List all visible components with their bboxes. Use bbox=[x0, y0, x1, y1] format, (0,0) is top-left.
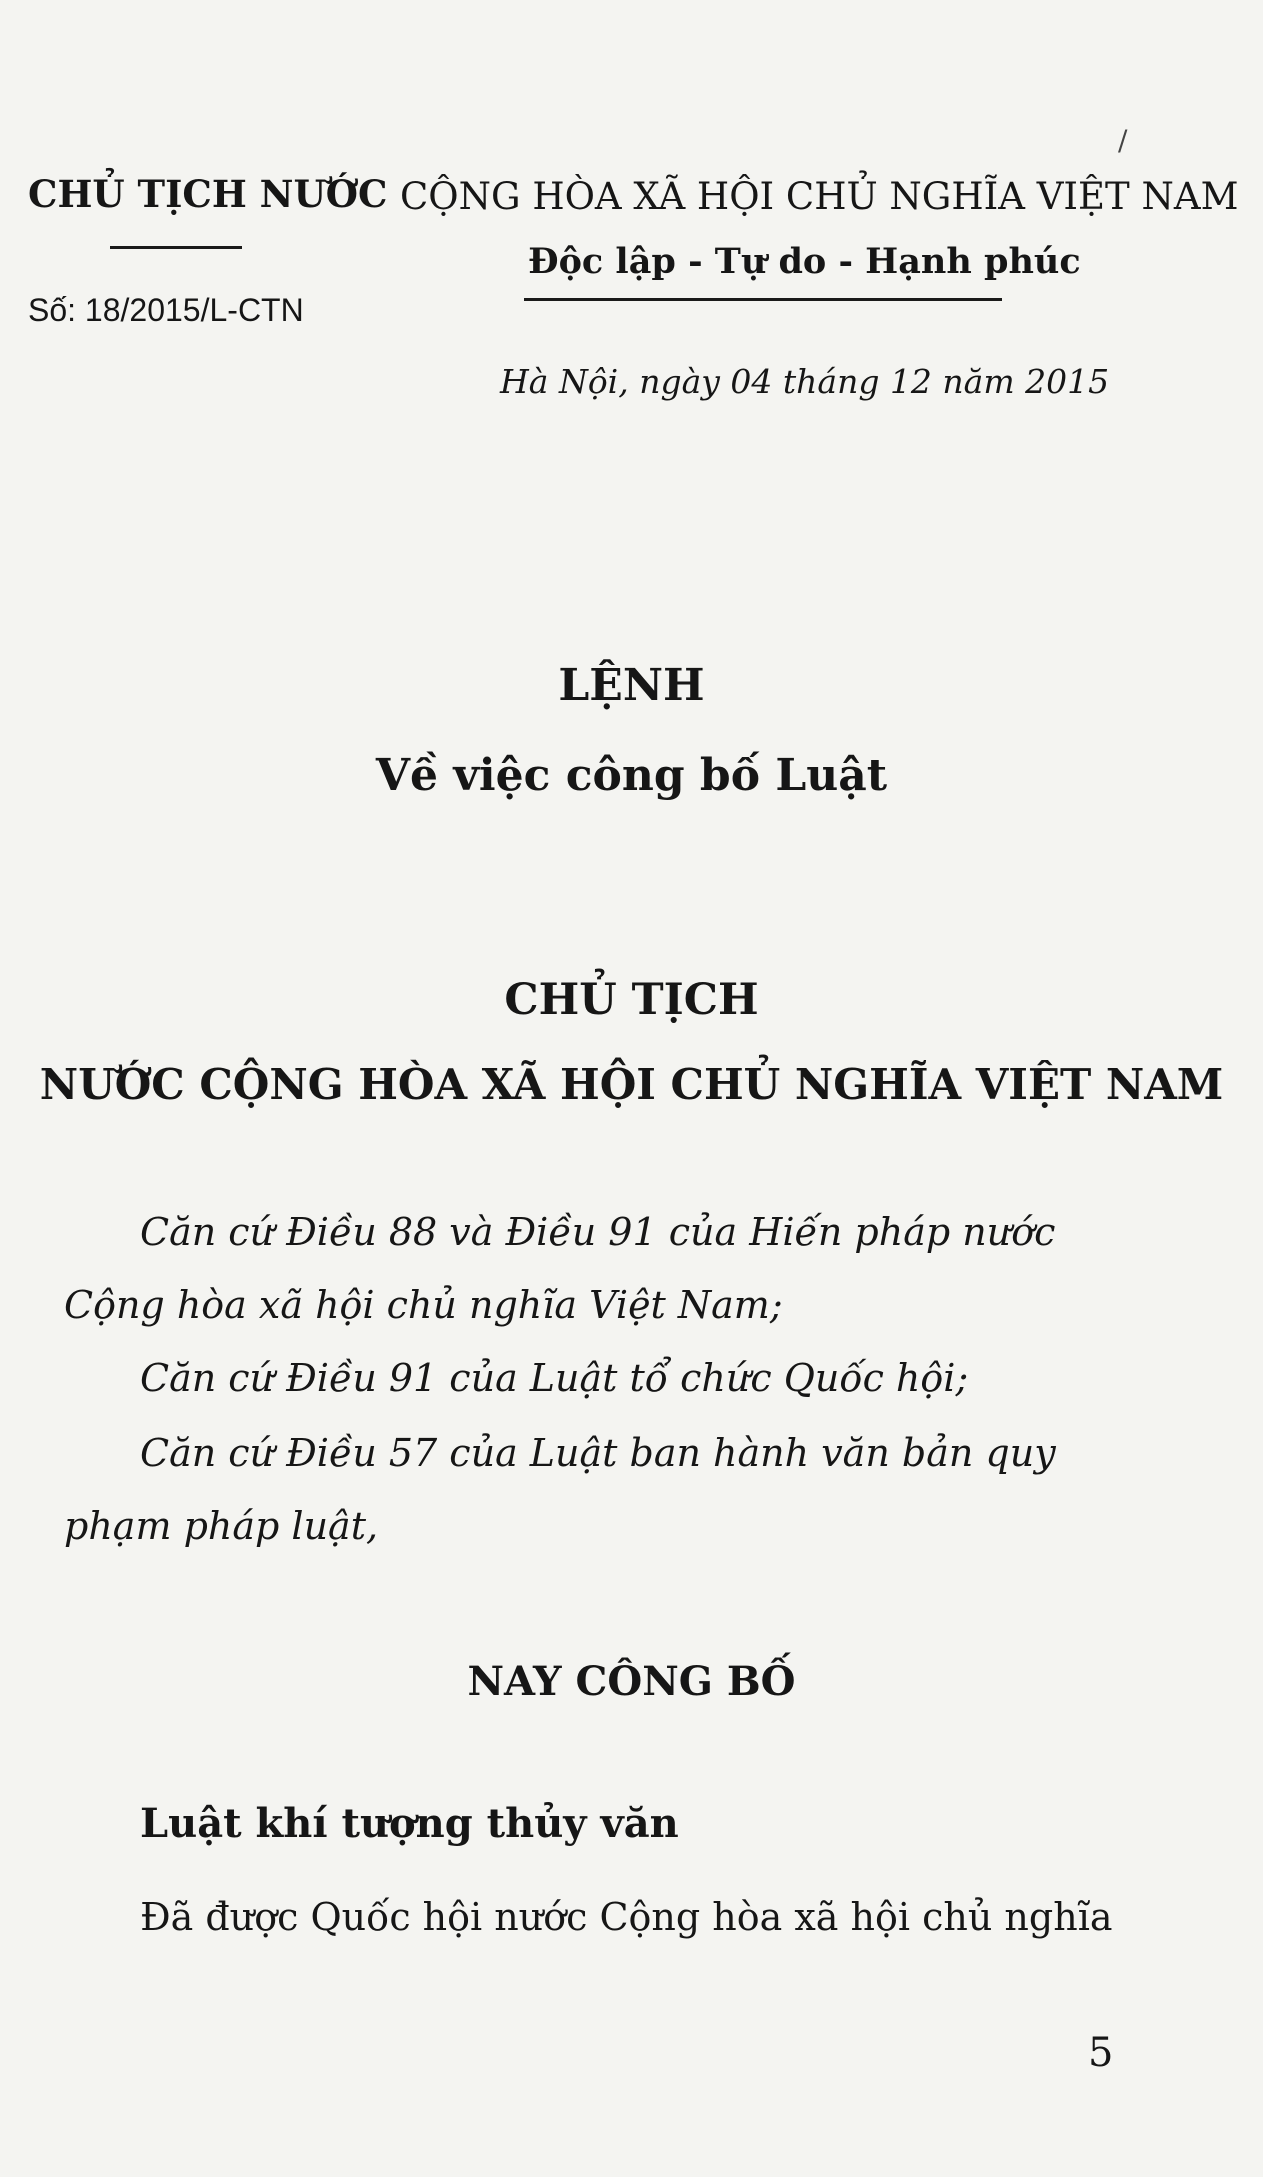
country-name-header: CỘNG HÒA XÃ HỘI CHỦ NGHĨA VIỆT NAM bbox=[400, 175, 1239, 218]
document-number: Số: 18/2015/L-CTN bbox=[28, 292, 304, 328]
preamble-line: Căn cứ Điều 91 của Luật tổ chức Quốc hội; bbox=[140, 1356, 969, 1400]
preamble-line: Cộng hòa xã hội chủ nghĩa Việt Nam; bbox=[64, 1283, 783, 1327]
issue-date: Hà Nội, ngày 04 tháng 12 năm 2015 bbox=[500, 362, 1110, 401]
motto-underline bbox=[524, 298, 1002, 301]
authority-underline bbox=[110, 246, 242, 249]
margin-mark: / bbox=[1118, 124, 1128, 157]
announce-heading: NAY CÔNG BỐ bbox=[467, 1658, 796, 1705]
preamble-line: Căn cứ Điều 88 và Điều 91 của Hiến pháp nước bbox=[140, 1210, 1056, 1254]
issuing-authority: CHỦ TỊCH NƯỚC bbox=[28, 172, 388, 216]
national-motto: Độc lập - Tự do - Hạnh phúc bbox=[528, 241, 1081, 282]
passed-statement: Đã được Quốc hội nước Cộng hòa xã hội chủ nghĩa bbox=[140, 1895, 1113, 1939]
document-title: LỆNH bbox=[558, 660, 705, 711]
issuer-country: NƯỚC CỘNG HÒA XÃ HỘI CHỦ NGHĨA VIỆT NAM bbox=[39, 1060, 1224, 1109]
page-number: 5 bbox=[1088, 2030, 1114, 2076]
preamble-line: phạm pháp luật, bbox=[64, 1504, 379, 1548]
law-name: Luật khí tượng thủy văn bbox=[140, 1800, 679, 1847]
issuer-title: CHỦ TỊCH bbox=[504, 975, 759, 1025]
preamble-line: Căn cứ Điều 57 của Luật ban hành văn bản quy bbox=[140, 1431, 1056, 1475]
document-subtitle: Về việc công bố Luật bbox=[375, 750, 888, 801]
